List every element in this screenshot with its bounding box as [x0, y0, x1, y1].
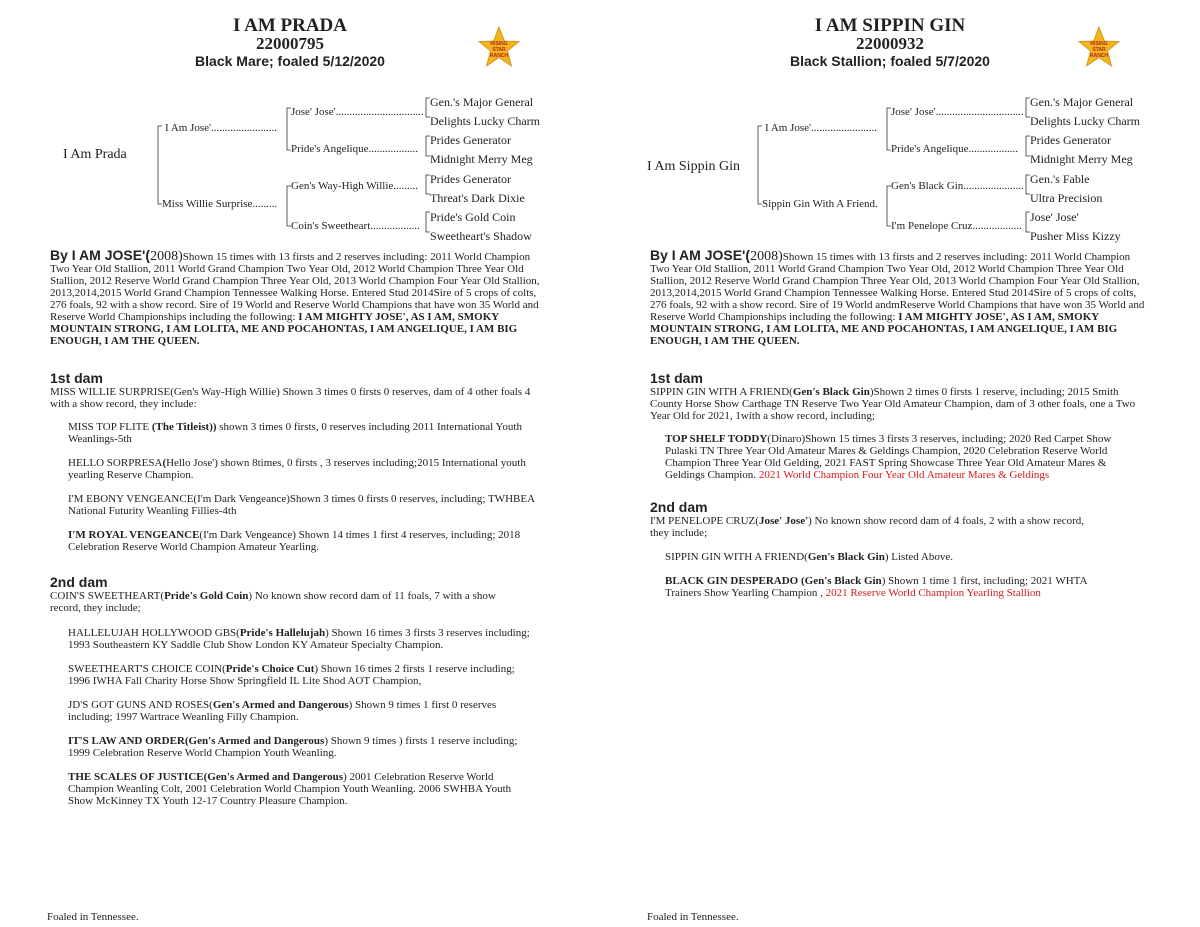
- first-dam-produce: [647, 433, 1142, 481]
- second-dam-section: [50, 575, 550, 614]
- pedigree-g3-6: Threat's Dark Dixie: [430, 191, 525, 205]
- horse-header: [90, 16, 490, 70]
- second-dam-text: I'M PENELOPE CRUZ(Jose' Jose') No known show record dam of 4 foals, 2 with a show record, they include;: [650, 515, 1084, 539]
- rising-star-ranch-logo: [1077, 26, 1121, 68]
- svg-text:RISING: RISING: [1090, 41, 1108, 47]
- pedigree-g3-3: Prides Generator: [430, 133, 511, 147]
- produce-entry: HALLELUJAH HOLLYWOOD GBS(Pride's Hallelujah) Shown 16 times 3 firsts 3 reserves including; 1993 Southeastern KY Saddle Club Show London KY Amateur Specialty Champion.: [68, 627, 530, 651]
- produce-entry: HELLO SORPRESA(Hello Jose') shown 8times, 0 firsts , 3 reserves including;2015 International youth yearling Reserve Champion.: [68, 457, 526, 481]
- footer-note: Foaled in Tennessee.: [647, 911, 739, 923]
- produce-entry: BLACK GIN DESPERADO (Gen's Black Gin) Shown 1 time 1 first, including; 2021 WHTA Trainers Show Yearling Champion , 2021 Reserve World Champion Yearling Stallion: [665, 575, 1087, 599]
- pedigree-g3-5: Prides Generator: [430, 172, 511, 186]
- svg-text:RISING: RISING: [490, 41, 508, 47]
- first-dam-heading: 1st dam: [50, 370, 103, 386]
- pedigree-g3-5: Gen.'s Fable: [1030, 172, 1090, 186]
- produce-entry: SIPPIN GIN WITH A FRIEND(Gen's Black Gin) Listed Above.: [665, 551, 953, 563]
- pedigree-subject: I Am Prada: [63, 147, 127, 162]
- pedigree-sire: I Am Jose'........................: [165, 122, 277, 134]
- produce-entry: SWEETHEART'S CHOICE COIN(Pride's Choice Cut) Shown 16 times 2 firsts 1 reserve including; 1996 IWHA Fall Charity Horse Show Springfield IL Lite Shod AOT Champion,: [68, 663, 515, 687]
- pedigree-g3-3: Prides Generator: [1030, 133, 1111, 147]
- produce-entry: I'M ROYAL VENGEANCE(I'm Dark Vengeance) Shown 14 times 1 first 4 reserves, including; 2018 Celebration Reserve World Champion Amateur Yearling.: [68, 529, 521, 553]
- pedigree-dam: Miss Willie Surprise.........: [162, 198, 278, 210]
- pedigree-g3-4: Midnight Merry Meg: [430, 152, 533, 166]
- pedigree-dam-dam: Coin's Sweetheart..................: [291, 220, 420, 232]
- produce-entry: TOP SHELF TODDY(Dinaro)Shown 15 times 3 firsts 3 reserves, including; 2020 Red Carpet Show Pulaski TN Three Year Old Amateur Mares & Geldings Champion, 2020 Celebration Reserve World Champion Three Year Old Gelding, 2021 FAST Spring Showcase Three Year Old Amateur Mares & Geldings Champion. 2021 World Champion Four Year Old Amateur Mares & Geldings: [665, 433, 1112, 481]
- pedigree-g3-8: Sweetheart's Shadow: [430, 229, 532, 243]
- pedigree-g3-2: Delights Lucky Charm: [1030, 114, 1140, 128]
- pedigree-sire-sire: Jose' Jose'................................: [891, 106, 1024, 118]
- horse-header: [690, 16, 1090, 70]
- pedigree-sire: I Am Jose'........................: [765, 122, 877, 134]
- horse-name: I AM PRADA: [233, 15, 347, 36]
- first-dam-text: MISS WILLIE SURPRISE(Gen's Way-High Willie) Shown 3 times 0 firsts 0 reserves, dam of 4 other foals 4 with a show record, they include:: [50, 386, 531, 410]
- first-dam-section: [650, 371, 1140, 422]
- pedigree-chart: [0, 90, 600, 250]
- produce-entry: I'M EBONY VENGEANCE(I'm Dark Vengeance)Shown 3 times 0 firsts 0 reserves, including; TWHBEA National Futurity Weanling Fillies-4th: [68, 493, 535, 517]
- pedigree-dam-sire: Gen's Way-High Willie.........: [291, 180, 419, 192]
- pedigree-g3-6: Ultra Precision: [1030, 191, 1103, 205]
- sire-paragraph: By I AM JOSE'(2008)Shown 15 times with 13 firsts and 2 reserves including: 2011 World Champion Two Year Old Stallion, 2011 World Grand Champion Two Year Old, 2012 World Champion Three Year Old Stallion, 2012 Reserve World Grand Champion Three Year Old, 2013 World Champion Four Year Old Stallion, 2013,2014,2015 World Grand Champion Tennessee Walking Horse. Entered Stud 2014Sire of 5 crops of colts, 276 foals, 92 with a show record. Sire of 19 World andmReserve World Champions that have won 35 World and Reserve World Championships including the following: I AM MIGHTY JOSE', AS I AM, SMOKY MOUNTAIN STRONG, I AM LOLITA, ME AND POCAHONTAS, I AM ANGELIQUE, I AM BIG ENOUGH, I AM THE QUEEN.: [650, 247, 1145, 347]
- svg-text:RANCH: RANCH: [489, 53, 509, 59]
- second-dam-heading: 2nd dam: [50, 574, 108, 590]
- produce-entry: IT'S LAW AND ORDER(Gen's Armed and Dangerous) Shown 9 times ) firsts 1 reserve including; 1999 Celebration Reserve World Champion Youth Weanling.: [68, 735, 518, 759]
- second-dam-produce: [50, 627, 530, 807]
- pedigree-subject: I Am Sippin Gin: [647, 159, 740, 174]
- produce-entry: THE SCALES OF JUSTICE(Gen's Armed and Dangerous) 2001 Celebration Reserve World Champion Weanling Colt, 2001 Celebration World Champion Youth Weanling. 2006 SWHBA Youth Show McKinney TX Youth 12-17 Country Pleasure Champion.: [68, 771, 512, 807]
- pedigree-sire-dam: Pride's Angelique..................: [291, 143, 418, 155]
- second-dam-text: COIN'S SWEETHEART(Pride's Gold Coin) No known show record dam of 11 foals, 7 with a show record, they include;: [50, 590, 496, 614]
- horse-description: Black Stallion; foaled 5/7/2020: [790, 53, 990, 69]
- second-dam-section: [650, 500, 1100, 539]
- second-dam-produce: [647, 551, 1142, 599]
- second-dam-heading: 2nd dam: [650, 499, 708, 515]
- footer-note: Foaled in Tennessee.: [47, 911, 139, 923]
- right-page: [600, 0, 1200, 927]
- first-dam-produce: [50, 421, 555, 553]
- pedigree-g3-4: Midnight Merry Meg: [1030, 152, 1133, 166]
- pedigree-sire-sire: Jose' Jose'................................: [291, 106, 424, 118]
- pedigree-g3-1: Gen.'s Major General: [1030, 95, 1134, 109]
- pedigree-g3-7: Jose' Jose': [1030, 210, 1079, 224]
- registration-number: 22000795: [256, 34, 324, 53]
- first-dam-section: [50, 371, 550, 410]
- pedigree-g3-7: Pride's Gold Coin: [430, 210, 516, 224]
- pedigree-chart: [600, 90, 1200, 250]
- pedigree-g3-2: Delights Lucky Charm: [430, 114, 540, 128]
- svg-text:RANCH: RANCH: [1089, 53, 1109, 59]
- first-dam-text: SIPPIN GIN WITH A FRIEND(Gen's Black Gin)Shown 2 times 0 firsts 1 reserve, including; 2015 Smith County Horse Show Carthage TN Reserve Two Year Old Amateur Champion, dam of 3 other foals, one a Two Year Old for 2021, 1with a show record, including;: [650, 386, 1136, 422]
- pedigree-dam: Sippin Gin With A Friend.: [762, 198, 878, 210]
- pedigree-g3-8: Pusher Miss Kizzy: [1030, 229, 1121, 243]
- pedigree-dam-sire: Gen's Black Gin......................: [891, 180, 1024, 192]
- svg-text:STAR: STAR: [492, 47, 506, 53]
- registration-number: 22000932: [856, 34, 924, 53]
- rising-star-ranch-logo: [477, 26, 521, 68]
- pedigree-sire-dam: Pride's Angelique..................: [891, 143, 1018, 155]
- first-dam-heading: 1st dam: [650, 370, 703, 386]
- pedigree-g3-1: Gen.'s Major General: [430, 95, 534, 109]
- pedigree-dam-dam: I'm Penelope Cruz..................: [891, 220, 1022, 232]
- produce-entry: JD'S GOT GUNS AND ROSES(Gen's Armed and Dangerous) Shown 9 times 1 first 0 reserves including; 1997 Wartrace Weanling Filly Champion.: [68, 699, 497, 723]
- svg-text:STAR: STAR: [1092, 47, 1106, 53]
- horse-name: I AM SIPPIN GIN: [814, 15, 966, 36]
- horse-description: Black Mare; foaled 5/12/2020: [195, 53, 385, 69]
- produce-entry: MISS TOP FLITE (The Titleist)) shown 3 times 0 firsts, 0 reserves including 2011 International Youth Weanlings-5th: [68, 421, 522, 445]
- sire-paragraph: By I AM JOSE'(2008)Shown 15 times with 13 firsts and 2 reserves including: 2011 World Champion Two Year Old Stallion, 2011 World Grand Champion Two Year Old, 2012 World Champion Three Year Old Stallion, 2012 Reserve World Grand Champion Three Year Old, 2013 World Champion Four Year Old Stallion, 2013,2014,2015 World Grand Champion Tennessee Walking Horse. Entered Stud 2014Sire of 5 crops of colts, 276 foals, 92 with a show record. Sire of 19 World and Reserve World Champions that have won 35 World and Reserve World Championships including the following: I AM MIGHTY JOSE', AS I AM, SMOKY MOUNTAIN STRONG, I AM LOLITA, ME AND POCAHONTAS, I AM ANGELIQUE, I AM BIG ENOUGH, I AM THE QUEEN.: [50, 247, 540, 347]
